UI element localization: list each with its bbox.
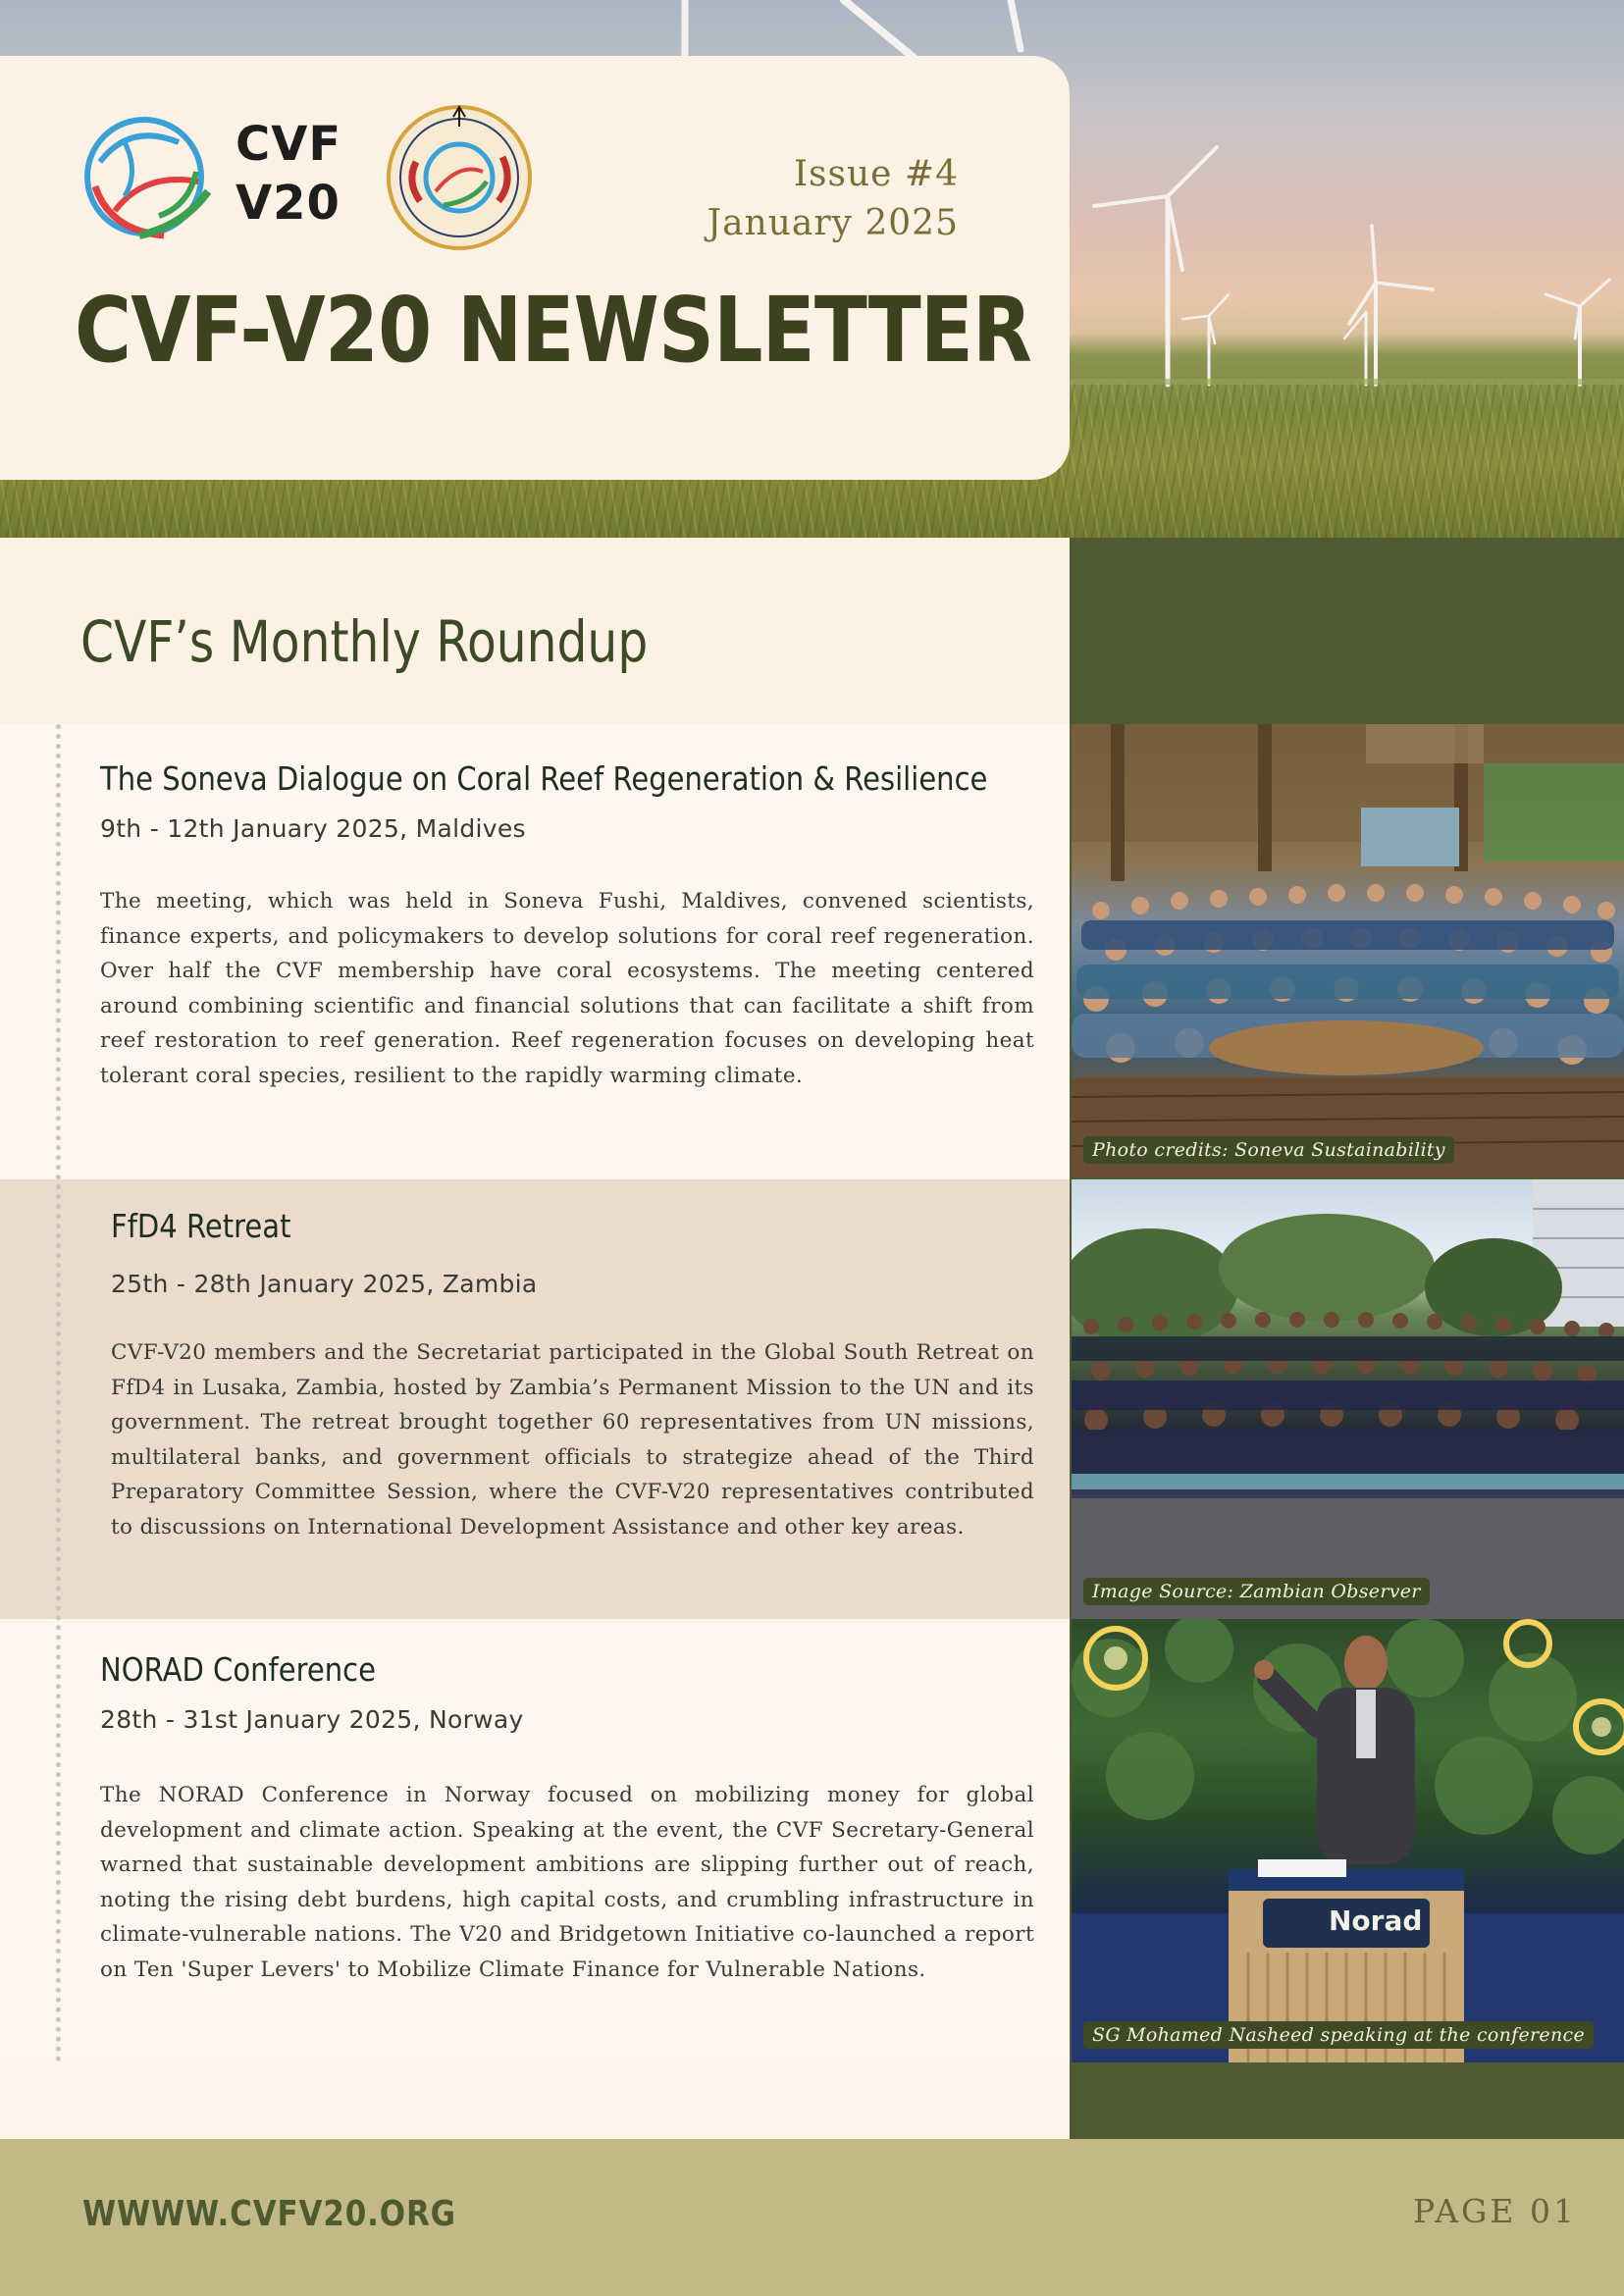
section-title: CVF’s Monthly Roundup bbox=[80, 608, 649, 675]
seal-emblem-icon bbox=[385, 103, 534, 252]
group-photo-illustration bbox=[1072, 724, 1624, 1177]
article-title: FfD4 Retreat bbox=[111, 1207, 291, 1245]
photo-credit: Image Source: Zambian Observer bbox=[1083, 1578, 1430, 1605]
barbados-presidency-seal bbox=[385, 103, 534, 252]
photo-credit: SG Mohamed Nasheed speaking at the conference bbox=[1083, 2021, 1594, 2049]
group-photo-illustration bbox=[1072, 1179, 1624, 1619]
page-number: PAGE 01 bbox=[1413, 2192, 1577, 2230]
globe-icon bbox=[71, 103, 228, 250]
footer-band bbox=[0, 2139, 1624, 2296]
article-title: The Soneva Dialogue on Coral Reef Regeneration & Resilience bbox=[100, 759, 988, 798]
logo-text-v20: V20 bbox=[236, 176, 341, 231]
podium-norad-label: Norad bbox=[1329, 1905, 1423, 1937]
photo-credit: Photo credits: Soneva Sustainability bbox=[1083, 1136, 1454, 1164]
article-body: The NORAD Conference in Norway focused on mobilizing money for global development and climate action. Speaking at the event, the CVF Secretary-General warned that sustainable development ambitions are slipping further out of reach, noting the rising debt burdens, high capital costs, and crumbling infrastructure in climate-vulnerable nations. The V20 and Bridgetown Initiative co-launched a report on Ten 'Super Levers' to Mobilize Climate Finance for Vulnerable Nations. bbox=[100, 1783, 1034, 1982]
issue-date: January 2025 bbox=[707, 203, 959, 243]
article-soneva-dialogue bbox=[0, 724, 1070, 1179]
dotted-divider bbox=[56, 724, 61, 2062]
issue-number: Issue #4 bbox=[793, 154, 959, 194]
photo-soneva-group bbox=[1072, 724, 1624, 1177]
article-date: 28th - 31st January 2025, Norway bbox=[100, 1705, 524, 1734]
newsletter-title: CVF-V20 NEWSLETTER bbox=[75, 278, 1032, 383]
speaker-photo-illustration bbox=[1072, 1619, 1624, 2062]
article-date: 9th - 12th January 2025, Maldives bbox=[100, 814, 526, 843]
website-link[interactable]: WWWW.CVFV20.ORG bbox=[82, 2194, 456, 2234]
issue-info bbox=[707, 150, 959, 248]
article-date: 25th - 28th January 2025, Zambia bbox=[111, 1270, 538, 1298]
cvf-v20-logo bbox=[71, 103, 342, 250]
photo-ffd4-group bbox=[1072, 1179, 1624, 1619]
article-title: NORAD Conference bbox=[100, 1650, 376, 1689]
logo-text-cvf: CVF bbox=[236, 117, 342, 172]
photo-norad-speaker bbox=[1072, 1619, 1624, 2062]
article-body: CVF-V20 members and the Secretariat participated in the Global South Retreat on FfD4 in Lusaka, Zambia, hosted by Zambia’s Permanent Mission to the UN and its government. The retreat brought together 60 representatives from UN missions, multilateral banks, and government officials to strategize ahead of the Third Preparatory Committee Session, where the CVF-V20 representatives contributed to discussions on International Development Assistance and other key areas. bbox=[111, 1340, 1034, 1539]
article-norad-conference bbox=[0, 1619, 1070, 2062]
article-ffd4-retreat bbox=[0, 1179, 1070, 1619]
article-body: The meeting, which was held in Soneva Fushi, Maldives, convened scientists, finance experts, and policymakers to develop solutions for coral reef regeneration. Over half the CVF membership have coral ecosystems. The meeting centered around combining scientific and financial solutions that can facilitate a shift from reef restoration to reef generation. Reef regeneration focuses on developing heat tolerant coral species, resilient to the rapidly warming climate. bbox=[100, 889, 1034, 1088]
